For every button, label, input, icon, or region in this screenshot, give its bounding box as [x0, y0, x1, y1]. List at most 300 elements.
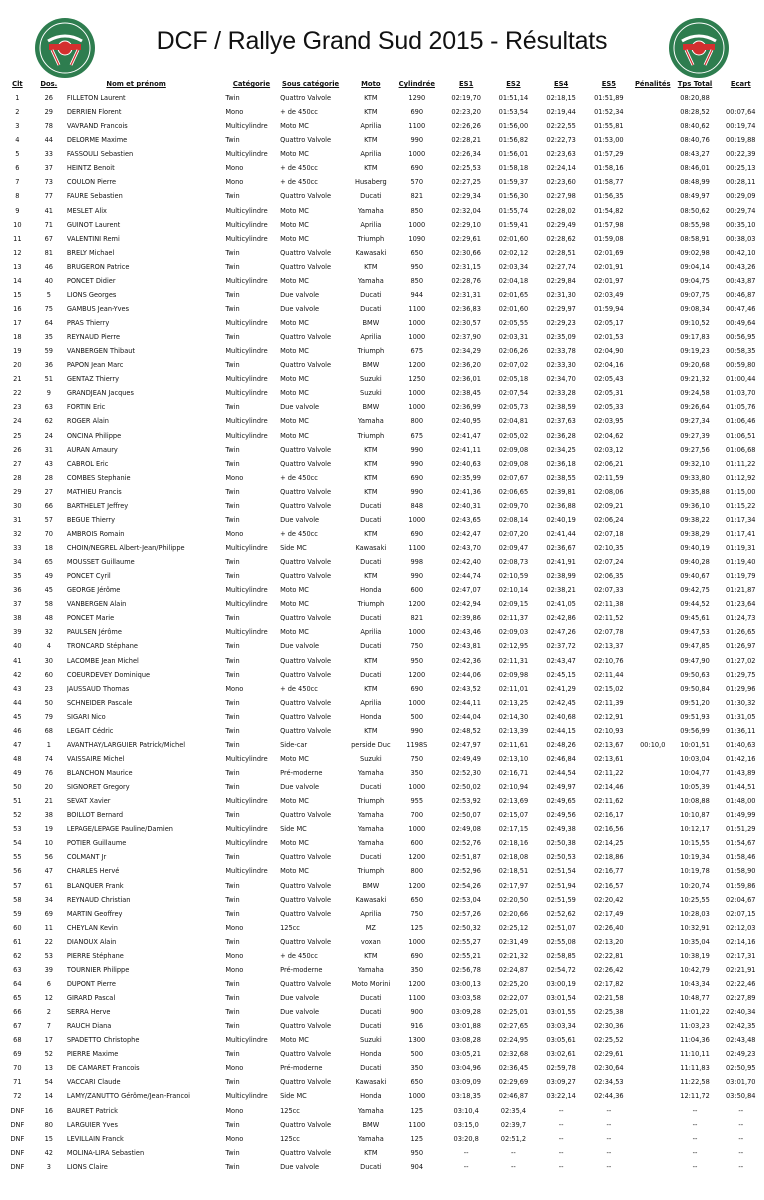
cell-dos: 24	[44, 431, 53, 440]
cell-es2: 01:59,37	[498, 178, 529, 187]
cell-name: FASSOULI Sebastien	[66, 150, 134, 159]
cell-subcategory: Pré-moderne	[280, 1064, 323, 1073]
cell-es1: 03:08,28	[451, 1036, 481, 1045]
cell-subcategory: Quattro Valvole	[280, 979, 332, 988]
cell-es2: 02:09,47	[498, 544, 529, 553]
cell-dos: 44	[44, 136, 53, 145]
cell-dos: 48	[44, 614, 53, 623]
cell-clt: 43	[13, 684, 22, 693]
cell-dos: 68	[44, 726, 53, 735]
cell-subcategory: Pré-moderne	[280, 769, 323, 778]
cell-ecart: 01:05,76	[726, 403, 756, 412]
cell-tps-total: 09:21,32	[680, 375, 710, 384]
cell-es4: 02:36,88	[546, 501, 576, 510]
cell-name: PONCET Cyril	[66, 572, 111, 581]
cell-es1: 02:43,70	[451, 544, 481, 553]
cell-es5: 02:10,35	[594, 544, 624, 553]
cell-es1: 02:57,26	[451, 909, 481, 918]
cell-subcategory: Quattro Valvole	[280, 1148, 332, 1157]
cell-tps-total: 11:10,11	[680, 1050, 710, 1059]
cell-category: Twin	[225, 811, 240, 820]
cell-subcategory: Moto MC	[280, 347, 309, 356]
cell-dos: 36	[44, 361, 53, 370]
cell-clt: 32	[13, 529, 22, 538]
cell-ecart: 00:25,13	[726, 164, 756, 173]
cell-es1: 02:37,90	[451, 333, 481, 342]
table-row	[4, 218, 764, 232]
cell-clt: DNF	[10, 1134, 25, 1143]
cell-penalites	[633, 218, 673, 232]
cell-dos: 64	[44, 319, 53, 328]
cell-es5: 02:03,49	[594, 290, 624, 299]
cell-category: Multicylindre	[225, 319, 268, 328]
cell-es5: 02:16,57	[594, 881, 624, 890]
cell-category: Twin	[225, 1022, 240, 1031]
cell-es2: 02:18,16	[498, 839, 529, 848]
cell-penalites	[633, 429, 673, 443]
cell-es2: 02:35,4	[500, 1106, 527, 1115]
cell-es4: 02:44,54	[546, 769, 576, 778]
cell-category: Mono	[225, 1064, 244, 1073]
table-row	[4, 330, 764, 344]
cell-ecart: 02:22,46	[726, 979, 756, 988]
cell-es4: 02:48,26	[546, 740, 576, 749]
cell-name: GIRARD Pascal	[66, 994, 116, 1003]
cell-tps-total: 09:07,75	[680, 290, 710, 299]
cell-tps-total: 10:10,87	[680, 811, 710, 820]
cell-cylindree: 1200	[408, 881, 426, 890]
cell-tps-total: 09:36,10	[680, 501, 710, 510]
cell-penalites	[633, 372, 673, 386]
table-row	[4, 204, 764, 218]
cell-tps-total: 09:47,85	[680, 642, 710, 651]
cell-es1: 02:55,27	[451, 937, 481, 946]
table-row	[4, 161, 764, 175]
cell-penalites	[633, 513, 673, 527]
table-row	[4, 1005, 764, 1019]
cell-clt: 37	[13, 600, 22, 609]
cell-es1: 02:44,06	[451, 670, 481, 679]
cell-dos: 70	[44, 529, 53, 538]
cell-penalites	[633, 302, 673, 316]
cell-dos: 19	[44, 825, 53, 834]
cell-es4: 02:18,15	[546, 94, 576, 103]
cell-es4: 02:33,28	[546, 389, 576, 398]
cell-name: ONCINA Philippe	[66, 431, 122, 440]
cell-es1: 02:42,40	[451, 558, 481, 567]
cell-ecart: 01:26,65	[726, 628, 756, 637]
cell-es5: 02:16,77	[594, 867, 624, 876]
cell-category: Twin	[225, 572, 240, 581]
cell-name: FAURE Sebastien	[66, 192, 123, 201]
table-row	[4, 302, 764, 316]
cell-dos: 75	[44, 304, 53, 313]
cell-tps-total: 10:08,88	[680, 797, 710, 806]
cell-es1: 02:19,70	[451, 94, 481, 103]
cell-es4: 02:19,44	[546, 108, 576, 117]
cell-tps-total: 09:08,34	[680, 304, 710, 313]
cell-es2: 02:20,66	[498, 909, 529, 918]
cell-ecart: 01:19,31	[726, 544, 756, 553]
cell-category: Twin	[225, 783, 240, 792]
cell-moto: KTM	[364, 684, 378, 693]
cell-dos: 20	[44, 783, 53, 792]
cell-es2: 02:09,08	[498, 445, 529, 454]
cell-category: Multicylindre	[225, 431, 268, 440]
cell-clt: 20	[13, 361, 22, 370]
cell-clt: 18	[13, 333, 22, 342]
cell-cylindree: 750	[410, 754, 424, 763]
cell-penalites	[633, 1005, 673, 1019]
cell-clt: 70	[13, 1064, 22, 1073]
cell-moto: Triumph	[357, 867, 385, 876]
cell-dos: 14	[44, 1092, 53, 1101]
cell-es2: 02:10,94	[498, 783, 529, 792]
cell-category: Twin	[225, 769, 240, 778]
cell-ecart: 01:29,75	[726, 670, 756, 679]
cell-tps-total: 10:35,04	[680, 937, 710, 946]
cell-es4: 03:03,34	[546, 1022, 576, 1031]
cell-penalites	[633, 780, 673, 794]
cell-es2: 02:29,69	[498, 1078, 529, 1087]
cell-es4: 02:31,30	[546, 290, 576, 299]
cell-ecart: 01:19,79	[726, 572, 756, 581]
cell-clt: 49	[13, 769, 22, 778]
table-row	[4, 724, 764, 738]
table-row	[4, 836, 764, 850]
cell-moto: KTM	[364, 94, 378, 103]
cell-es2: 02:05,02	[498, 431, 529, 440]
cell-es5: 02:05,33	[594, 403, 624, 412]
cell-es5: 02:05,31	[594, 389, 624, 398]
cell-cylindree: 1198S	[406, 740, 428, 749]
cell-tps-total: --	[692, 1120, 698, 1129]
cell-penalites	[633, 1089, 673, 1103]
cell-category: Twin	[225, 290, 240, 299]
cell-dos: 13	[44, 1064, 53, 1073]
cell-es4: 02:38,59	[546, 403, 576, 412]
cell-moto: Kawasaki	[355, 1078, 387, 1087]
cell-es2: 02:04,81	[498, 417, 529, 426]
cell-category: Twin	[225, 501, 240, 510]
cell-ecart: 00:29,09	[726, 192, 756, 201]
cell-es5: 01:52,34	[594, 108, 624, 117]
cell-name: GAMBUS Jean-Yves	[66, 304, 130, 313]
cell-category: Mono	[225, 108, 244, 117]
cell-es1: 03:18,35	[451, 1092, 481, 1101]
table-row	[4, 457, 764, 471]
cell-cylindree: 650	[410, 895, 424, 904]
cell-cylindree: 500	[410, 1050, 424, 1059]
cell-subcategory: Quattro Valvole	[280, 881, 332, 890]
cell-clt: 54	[13, 839, 22, 848]
cell-category: Mono	[225, 164, 244, 173]
cell-es2: 02:10,14	[498, 586, 529, 595]
cell-ecart: 01:49,99	[726, 811, 756, 820]
cell-cylindree: 904	[410, 1162, 424, 1171]
table-row	[4, 1132, 764, 1146]
cell-tps-total: 09:44,52	[680, 600, 710, 609]
table-row	[4, 850, 764, 864]
cell-es4: 02:36,28	[546, 431, 576, 440]
cell-es5: 02:22,81	[594, 951, 624, 960]
cell-es4: 02:36,18	[546, 459, 576, 468]
cell-clt: 57	[13, 881, 22, 890]
cell-subcategory: Moto MC	[280, 600, 309, 609]
cell-ecart: 00:43,26	[726, 262, 756, 271]
table-row	[4, 597, 764, 611]
cell-category: Twin	[225, 361, 240, 370]
cell-ecart: 01:15,00	[726, 487, 756, 496]
cell-name: MESLET Alix	[66, 206, 107, 215]
cell-category: Twin	[225, 670, 240, 679]
cell-cylindree: 850	[410, 206, 424, 215]
cell-ecart: 03:01,70	[726, 1078, 756, 1087]
cell-penalites	[633, 808, 673, 822]
cell-penalites	[633, 1104, 673, 1118]
cell-penalites	[633, 527, 673, 541]
cell-es2: 01:56,01	[498, 150, 529, 159]
cell-name: GRANDJEAN Jacques	[66, 389, 134, 398]
cell-clt: 30	[13, 501, 22, 510]
cell-es5: 01:59,08	[594, 234, 624, 243]
cell-ecart: 01:15,22	[726, 501, 756, 510]
cell-subcategory: Quattro Valvole	[280, 614, 332, 623]
cell-tps-total: 08:28,52	[680, 108, 710, 117]
cell-name: BLANCHON Maurice	[66, 769, 133, 778]
cell-moto: Yamaha	[357, 1134, 384, 1143]
cell-category: Multicylindre	[225, 389, 268, 398]
cell-penalites	[633, 457, 673, 471]
cell-category: Twin	[225, 403, 240, 412]
cell-es2: 01:59,41	[498, 220, 529, 229]
cell-ecart: 02:40,34	[726, 1008, 756, 1017]
cell-ecart: 01:17,34	[726, 515, 756, 524]
results-table	[4, 77, 764, 1174]
cell-es1: 03:05,21	[451, 1050, 481, 1059]
cell-es2: 02:06,26	[498, 347, 529, 356]
table-row	[4, 147, 764, 161]
cell-es1: 03:09,09	[451, 1078, 481, 1087]
cell-es5: 02:26,42	[594, 965, 624, 974]
cell-cylindree: 1200	[408, 361, 426, 370]
table-header-row	[4, 77, 764, 91]
cell-moto: Triumph	[357, 797, 385, 806]
cell-cylindree: 821	[410, 192, 424, 201]
cell-moto: Ducati	[360, 853, 382, 862]
cell-ecart: 00:29,74	[726, 206, 756, 215]
cell-moto: Yamaha	[357, 206, 384, 215]
cell-ecart: 01:06,68	[726, 445, 756, 454]
cell-category: Multicylindre	[225, 600, 268, 609]
cell-subcategory: + de 450cc	[280, 473, 318, 482]
table-row	[4, 935, 764, 949]
cell-cylindree: 1290	[408, 94, 426, 103]
table-row	[4, 752, 764, 766]
cell-es1: 02:52,30	[451, 769, 481, 778]
cell-es1: 03:04,96	[451, 1064, 481, 1073]
cell-clt: 50	[13, 783, 22, 792]
cell-es5: 02:07,24	[594, 558, 624, 567]
cell-es1: 02:48,52	[451, 726, 481, 735]
cell-es2: 02:09,15	[498, 600, 529, 609]
cell-es2: 02:21,32	[498, 951, 529, 960]
cell-clt: 33	[13, 544, 22, 553]
cell-cylindree: 1100	[408, 994, 426, 1003]
cell-dos: 11	[44, 923, 53, 932]
cell-moto: Ducati	[360, 1064, 382, 1073]
cell-ecart: 01:11,22	[726, 459, 756, 468]
cell-ecart: 02:49,23	[726, 1050, 756, 1059]
cell-es1: 02:31,31	[451, 290, 481, 299]
cell-cylindree: 125	[410, 923, 424, 932]
cell-moto: Yamaha	[357, 811, 384, 820]
cell-clt: 59	[13, 909, 22, 918]
cell-name: DE CAMARET Francois	[66, 1064, 140, 1073]
cell-tps-total: 11:11,83	[680, 1064, 710, 1073]
cell-moto: Aprilia	[360, 150, 382, 159]
cell-subcategory: Quattro Valvole	[280, 572, 332, 581]
cell-clt: 11	[13, 234, 22, 243]
cell-es5: 02:20,42	[594, 895, 624, 904]
cell-es2: 02:32,68	[498, 1050, 529, 1059]
cell-clt: DNF	[10, 1162, 25, 1171]
cell-tps-total: 08:50,62	[680, 206, 710, 215]
cell-es5: 02:18,86	[594, 853, 624, 862]
cell-tps-total: 08:58,91	[680, 234, 710, 243]
cell-subcategory: + de 450cc	[280, 108, 318, 117]
cell-clt: 66	[13, 1008, 22, 1017]
cell-es5: 02:17,49	[594, 909, 624, 918]
cell-name: GENTAZ Thierry	[66, 375, 120, 384]
cell-category: Twin	[225, 712, 240, 721]
cell-es1: 02:43,65	[451, 515, 481, 524]
cell-subcategory: Quattro Valvole	[280, 895, 332, 904]
cell-tps-total: 09:04,75	[680, 276, 710, 285]
col-header-name: Nom et prénom	[106, 80, 166, 88]
cell-moto: Aprilia	[360, 698, 382, 707]
cell-dos: 61	[44, 881, 53, 890]
cell-es4: 02:54,72	[546, 965, 576, 974]
cell-moto: KTM	[364, 572, 378, 581]
cell-es2: 02:16,71	[498, 769, 529, 778]
cell-ecart: 02:50,95	[726, 1064, 756, 1073]
cell-es4: 02:44,15	[546, 726, 576, 735]
cell-dos: 18	[44, 544, 53, 553]
cell-es5: 02:01,53	[594, 333, 624, 342]
cell-es4: 02:29,23	[546, 319, 576, 328]
cell-es4: --	[558, 1106, 564, 1115]
cell-penalites	[633, 850, 673, 864]
cell-dos: 12	[44, 994, 53, 1003]
cell-subcategory: Quattro Valvole	[280, 937, 332, 946]
cell-tps-total: 09:38,22	[680, 515, 710, 524]
cell-cylindree: 1000	[408, 783, 426, 792]
cell-ecart: 03:50,84	[726, 1092, 756, 1101]
table-row	[4, 710, 764, 724]
cell-ecart: 01:58,90	[726, 867, 756, 876]
cell-penalites	[633, 583, 673, 597]
cell-es1: 02:29,61	[451, 234, 481, 243]
cell-es5: 02:16,17	[594, 811, 624, 820]
cell-dos: 31	[44, 445, 53, 454]
cell-penalites	[633, 907, 673, 921]
cell-dos: 30	[44, 656, 53, 665]
cell-name: DERRIEN Florent	[66, 108, 122, 117]
cell-moto: Yamaha	[357, 965, 384, 974]
cell-moto: Triumph	[357, 600, 385, 609]
cell-name: MOLINA-LIRA Sebastien	[66, 1148, 145, 1157]
cell-category: Multicylindre	[225, 1092, 268, 1101]
cell-clt: 47	[13, 740, 22, 749]
cell-dos: 80	[44, 1120, 53, 1129]
cell-subcategory: Moto MC	[280, 867, 309, 876]
cell-subcategory: Quattro Valvole	[280, 712, 332, 721]
cell-es5: 02:14,25	[594, 839, 624, 848]
cell-dos: 79	[44, 712, 53, 721]
cell-es2: --	[511, 1162, 516, 1171]
cell-clt: 22	[13, 389, 22, 398]
cell-es4: 02:38,55	[546, 473, 576, 482]
cell-dos: 81	[44, 248, 53, 257]
cell-clt: 46	[13, 726, 22, 735]
cell-ecart: --	[738, 1148, 744, 1157]
cell-moto: KTM	[364, 459, 378, 468]
cell-name: LEPAGE/LEPAGE Pauline/Damien	[66, 825, 173, 834]
col-header-ecart: Ecart	[730, 80, 751, 88]
cell-penalites	[633, 246, 673, 260]
cell-cylindree: 690	[410, 951, 424, 960]
cell-category: Twin	[225, 459, 240, 468]
cell-subcategory: Moto MC	[280, 839, 309, 848]
cell-clt: 6	[15, 164, 20, 173]
cell-ecart: 02:43,48	[726, 1036, 756, 1045]
cell-subcategory: Quattro Valvole	[280, 811, 332, 820]
cell-subcategory: Quattro Valvole	[280, 262, 332, 271]
cell-es5: 02:06,24	[594, 515, 624, 524]
cell-es1: 02:47,07	[451, 586, 481, 595]
cell-clt: 29	[13, 487, 22, 496]
cell-tps-total: 09:42,75	[680, 586, 710, 595]
cell-name: LARGUIER Yves	[66, 1120, 118, 1129]
table-row	[4, 668, 764, 682]
page-title: DCF / Rallye Grand Sud 2015 - Résultats	[156, 27, 608, 55]
cell-tps-total: 09:40,28	[680, 558, 710, 567]
table-row	[4, 555, 764, 569]
cell-es4: 02:37,63	[546, 417, 576, 426]
cell-es5: 02:09,21	[594, 501, 624, 510]
cell-cylindree: 350	[410, 769, 424, 778]
cell-subcategory: Side MC	[280, 1092, 307, 1101]
table-row	[4, 316, 764, 330]
cell-es1: 02:44,04	[451, 712, 481, 721]
cell-tps-total: 10:01,51	[680, 740, 710, 749]
table-row	[4, 246, 764, 260]
cell-es4: --	[558, 1162, 564, 1171]
cell-subcategory: Quattro Valvole	[280, 248, 332, 257]
cell-es2: 02:08,73	[498, 558, 529, 567]
cell-es4: 02:41,29	[546, 684, 576, 693]
cell-tps-total: 09:04,14	[680, 262, 710, 271]
col-header-es1: ES1	[459, 80, 474, 88]
table-row	[4, 654, 764, 668]
cell-clt: 15	[13, 290, 22, 299]
cell-name: REYNAUD Christian	[66, 895, 131, 904]
cell-category: Twin	[225, 656, 240, 665]
cell-es2: 01:56,82	[498, 136, 529, 145]
cell-tps-total: 09:24,58	[680, 389, 710, 398]
cell-dos: 34	[44, 895, 53, 904]
